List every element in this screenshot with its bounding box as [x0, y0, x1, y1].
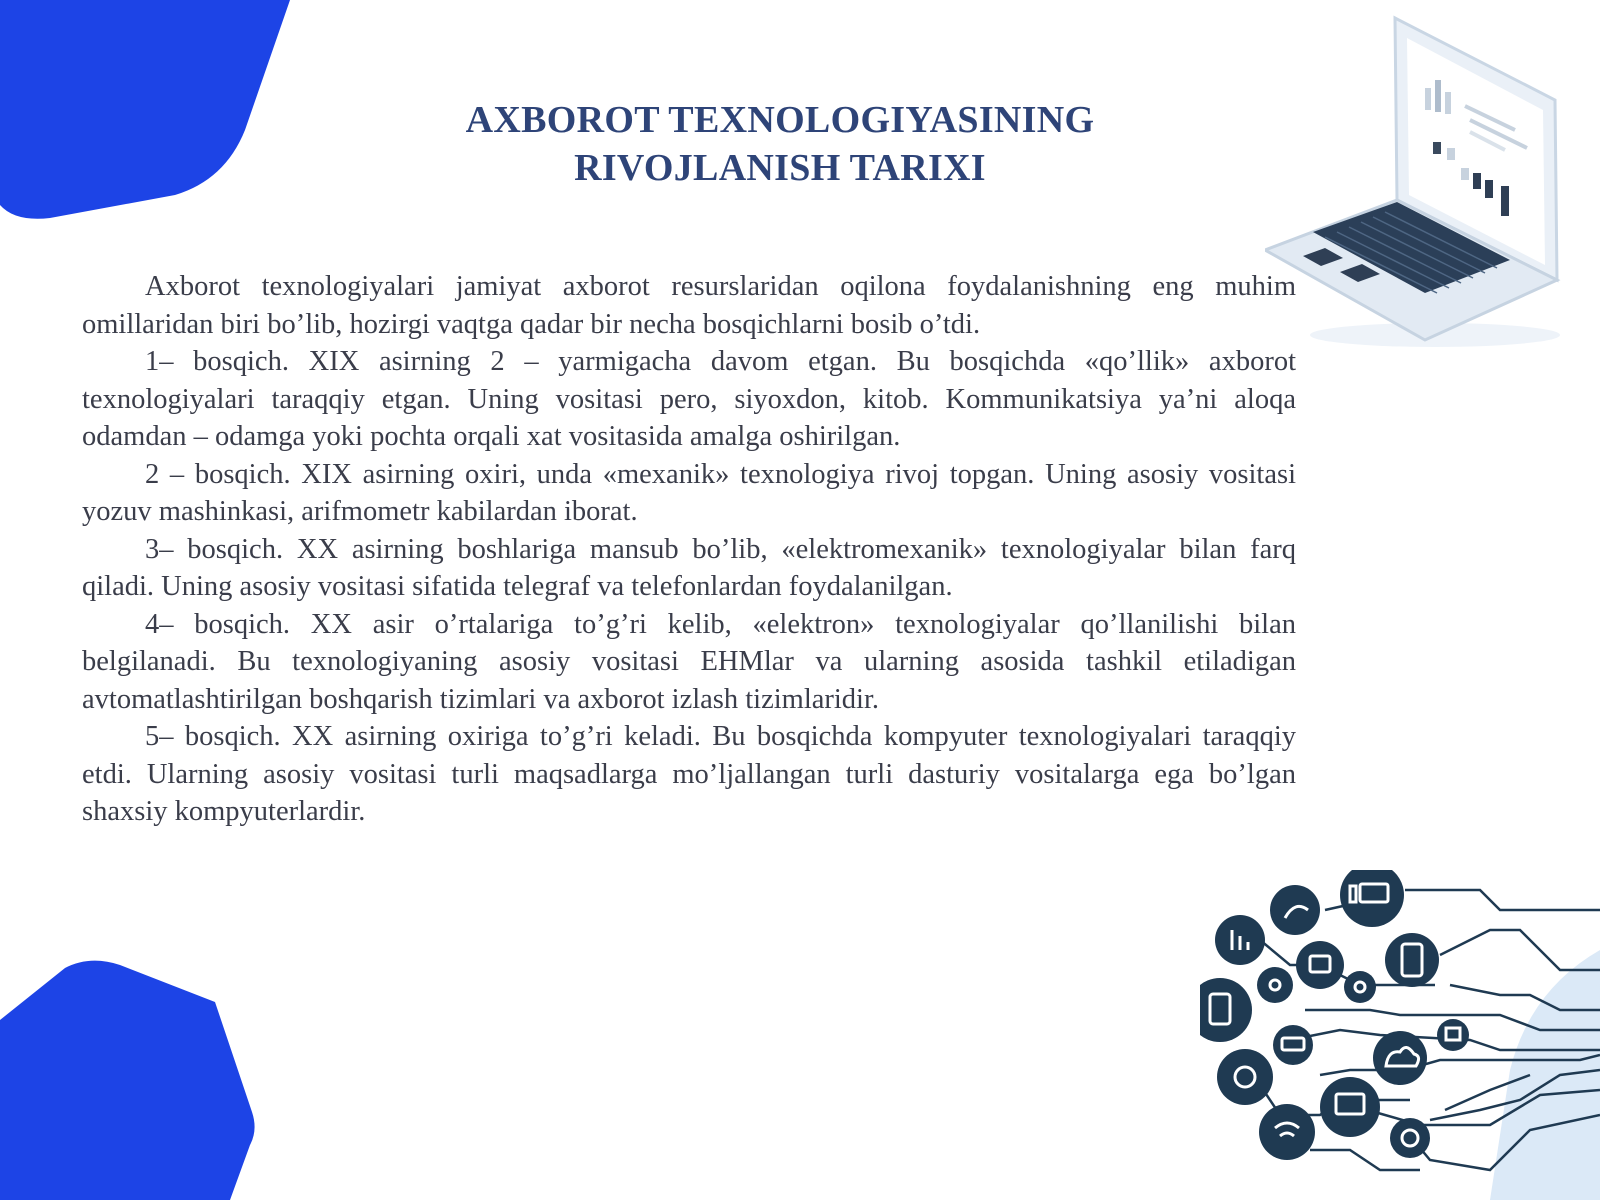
paragraph-stage-2: 2 – bosqich. XIX asirning oxiri, unda «mexanik» texnologiya rivoj topgan. Uning asosiy vositasi yozuv mashinkasi, arifmometr kabilardan iborat.: [82, 458, 1296, 527]
paragraph-stage-3: 3– bosqich. XX asirning boshlariga mansub bo’lib, «elektromexanik» texnologiyalar bilan farq qiladi. Uning asosiy vositasi sifatida telegraf va telefonlardan foydalanilgan.: [82, 533, 1296, 602]
paragraph-stage-1: 1– bosqich. XIX asirning 2 – yarmigacha davom etgan. Bu bosqichda «qo’llik» axborot texnologiyalari taraqqiy etgan. Uning vositasi pero, siyoxdon, kitob. Kommunikatsiya ya’ni aloqa odamdan – odamga yoki pochta orqali xat vositasida amalga oshirilgan.: [82, 346, 1296, 452]
paragraph-stage-4: 4– bosqich. XX asir o’rtalariga to’g’ri kelib, «elektron» texnologiyalar qo’llanilishi bilan belgilanadi. Bu texnologiyaning asosiy vositasi EHMlar va ularning asosida tashkil etiladigan avtomatlashtirilgan boshqarish tizimlari va axborot izlash tizimlaridir.: [82, 608, 1296, 715]
network-icons-cluster: [1200, 870, 1600, 1200]
title-line-2: RIVOJLANISH TARIXI: [574, 147, 986, 189]
paragraph-intro: Axborot texnologiyalari jamiyat axborot resurslaridan oqilona foydalanishning eng muhim omillaridan biri bo’lib, hozirgi vaqtga qadar bir necha bosqichlarni bosib o’tdi.: [82, 271, 1296, 340]
body-text: [82, 268, 1296, 831]
top-left-blue-shape: [0, 0, 300, 225]
page-title: [300, 96, 1260, 192]
bottom-left-blue-shape: [0, 960, 270, 1200]
paragraph-stage-5: 5– bosqich. XX asirning oxiriga to’g’ri keladi. Bu bosqichda kompyuter texnologiyalari taraqqiy etdi. Ularning asosiy vositasi turli maqsadlarga mo’ljallangan turli dasturiy vositalarga ega bo’lgan shaxsiy kompyuterlardir.: [82, 721, 1296, 827]
laptop-icon: [1265, 10, 1575, 355]
title-line-1: AXBOROT TEXNOLOGIYASINING: [465, 99, 1095, 141]
